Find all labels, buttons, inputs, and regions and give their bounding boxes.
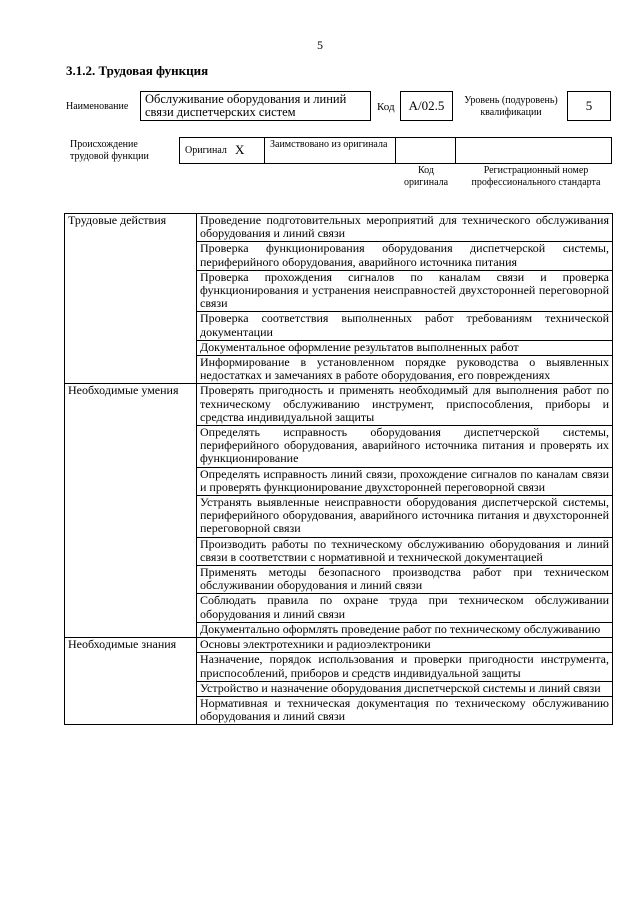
registration-number-caption: Регистрационный номер профессионального стандарта	[471, 165, 601, 188]
registration-number-cell	[455, 137, 612, 164]
category-cell: Необходимые знания	[65, 638, 197, 725]
description-cell: Определять исправность оборудования диспетчерской системы, периферийного оборудования, аварийного источника питания и проверять их функционирование	[197, 426, 613, 468]
code-label: Код	[377, 101, 395, 113]
table-row	[65, 638, 613, 653]
name-value: Обслуживание оборудования и линий связи диспетчерских систем	[140, 91, 371, 121]
description-cell: Проверка функционирования оборудования диспетчерской системы, периферийного оборудования, аварийного источника питания	[197, 242, 613, 270]
page-number: 5	[317, 38, 323, 52]
original-code-caption: Код оригинала	[403, 165, 449, 188]
description-cell: Устройство и назначение оборудования диспетчерской системы и линий связи	[197, 681, 613, 696]
description-cell: Основы электротехники и радиоэлектроники	[197, 638, 613, 653]
description-cell: Документальное оформление результатов выполненных работ	[197, 340, 613, 355]
origin-label: Происхождение трудовой функции	[70, 139, 149, 162]
name-label: Наименование	[66, 101, 129, 112]
description-cell: Нормативная и техническая документация по техническому обслуживанию оборудования и линий связи	[197, 696, 613, 724]
description-cell: Проверять пригодность и применять необходимый для выполнения работ по техническому обслуживанию инструмент, приспособления, приборы и средства индивидуальной защиты	[197, 384, 613, 426]
level-value: 5	[567, 91, 611, 121]
description-cell: Информирование в установленном порядке руководства о выявленных недостатках и замечаниях в работе оборудования, его повреждениях	[197, 356, 613, 384]
borrowed-label: Заимствовано из оригинала	[270, 139, 388, 150]
description-cell: Применять методы безопасного производства работ при техническом обслуживании оборудования и линий связи	[197, 566, 613, 594]
table-row	[65, 384, 613, 426]
description-cell: Назначение, порядок использования и проверки пригодности инструмента, приспособлений, приборов и средств индивидуальной защиты	[197, 653, 613, 681]
description-cell: Проверка соответствия выполненных работ требованиям технической документации	[197, 312, 613, 340]
original-label: Оригинал	[185, 145, 227, 156]
table-row	[65, 214, 613, 242]
original-cell	[179, 137, 265, 164]
description-cell: Соблюдать правила по охране труда при техническом обслуживании оборудования и линий связи	[197, 594, 613, 622]
description-cell: Документально оформлять проведение работ по техническому обслуживанию	[197, 622, 613, 637]
description-cell: Устранять выявленные неисправности оборудования диспетчерской системы, периферийного оборудования, аварийного источника питания и двухсторонней переговорной связи	[197, 496, 613, 538]
labor-function-table	[64, 213, 613, 725]
original-code-cell	[395, 137, 456, 164]
level-label: Уровень (подуровень) квалификации	[464, 95, 558, 118]
code-value: А/02.5	[400, 91, 453, 121]
description-cell: Производить работы по техническому обслуживанию оборудования и линий связи в соответствии с нормативной и технической документацией	[197, 537, 613, 565]
description-cell: Проверка прохождения сигналов по каналам связи и проверка функционирования и устранения неисправностей двухсторонней переговорной связи	[197, 270, 613, 312]
original-mark: X	[235, 142, 245, 157]
category-cell: Трудовые действия	[65, 214, 197, 384]
description-cell: Определять исправность линий связи, прохождение сигналов по каналам связи и проверять функционирование двухсторонней переговорной связи	[197, 467, 613, 495]
borrowed-cell	[264, 137, 396, 164]
description-cell: Проведение подготовительных мероприятий для технического обслуживания оборудования и линий связи	[197, 214, 613, 242]
category-cell: Необходимые умения	[65, 384, 197, 638]
section-title: 3.1.2. Трудовая функция	[66, 63, 209, 78]
